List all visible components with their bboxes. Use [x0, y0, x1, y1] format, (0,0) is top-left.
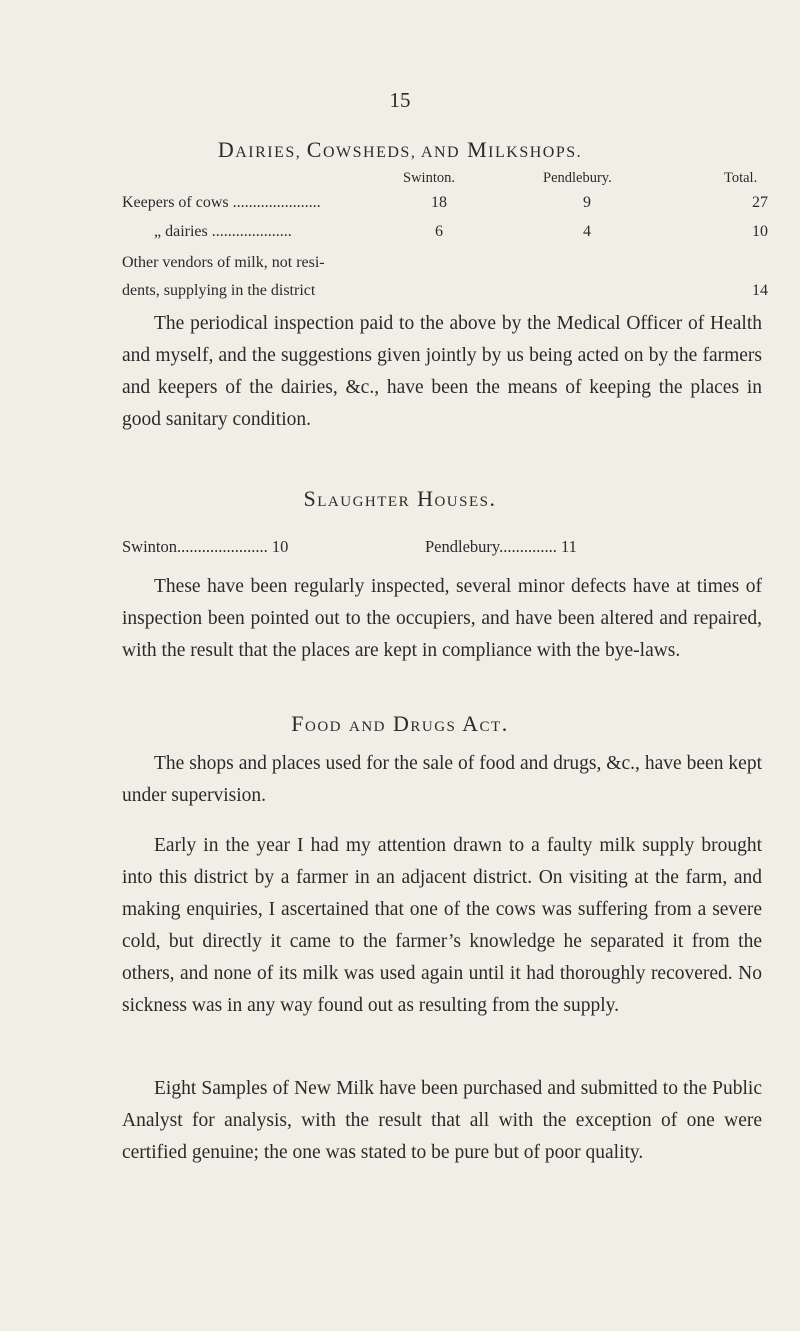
- column-header-swinton: Swinton.: [403, 170, 455, 186]
- cell-swinton: 6: [435, 223, 443, 240]
- cell-total: 10: [752, 223, 768, 240]
- food-paragraph-3: Eight Samples of New Milk have been purchased and submitted to the Public Analyst for analysis, with the result that all with the exception of one were certified genuine; the one was stated to be pure but of poor quality.: [122, 1078, 762, 1163]
- swinton-slaughter: Swinton...................... 10: [122, 537, 289, 556]
- cell-total: 14: [752, 282, 768, 299]
- cell-total: 27: [752, 194, 768, 211]
- cell-pendlebury: 4: [583, 223, 591, 240]
- slaughter-heading: Slaughter Houses.: [303, 486, 497, 511]
- dairies-paragraph: The periodical inspection paid to the above by the Medical Officer of Health and myself, and the suggestions given jointly by us being acted on by the farmers and keepers of the dairies, &c., have been the means of keeping the places in good sanitary condition.: [122, 313, 762, 430]
- food-paragraph-2: Early in the year I had my attention drawn to a faulty milk supply brought into this district by a farmer in an adjacent district. On visiting at the farm, and making enquiries, I ascertained that one of the cows was suffering from a severe cold, but directly it came to the farmer’s knowledge he separated it from the others, and none of its milk was used again until it had thoroughly recovered. No sickness was in any way found out as resulting from the supply.: [122, 835, 762, 1016]
- dairies-heading: DAIRIES, COWSHEDS, AND MILKSHOPS.: [217, 137, 583, 162]
- slaughter-paragraph: These have been regularly inspected, several minor defects have at times of inspection been pointed out to the occupiers, and have been altered and repaired, with the result that the places are kept in compliance with the bye-laws.: [122, 576, 762, 661]
- cell-pendlebury: 9: [583, 194, 591, 211]
- row-label: Keepers of cows ......................: [122, 194, 321, 211]
- pendlebury-slaughter: Pendlebury.............. 11: [425, 537, 577, 556]
- row-label: Other vendors of milk, not resi-: [122, 254, 325, 271]
- food-heading: Food and Drugs Act.: [291, 711, 509, 736]
- row-label: dents, supplying in the district: [122, 282, 316, 299]
- cell-swinton: 18: [431, 194, 447, 211]
- page-number: 15: [389, 88, 411, 112]
- food-paragraph-1: The shops and places used for the sale of food and drugs, &c., have been kept under supervision.: [122, 753, 762, 806]
- row-label: „ dairies ....................: [154, 223, 292, 240]
- column-header-pendlebury: Pendlebury.: [543, 170, 612, 186]
- column-header-total: Total.: [724, 170, 758, 186]
